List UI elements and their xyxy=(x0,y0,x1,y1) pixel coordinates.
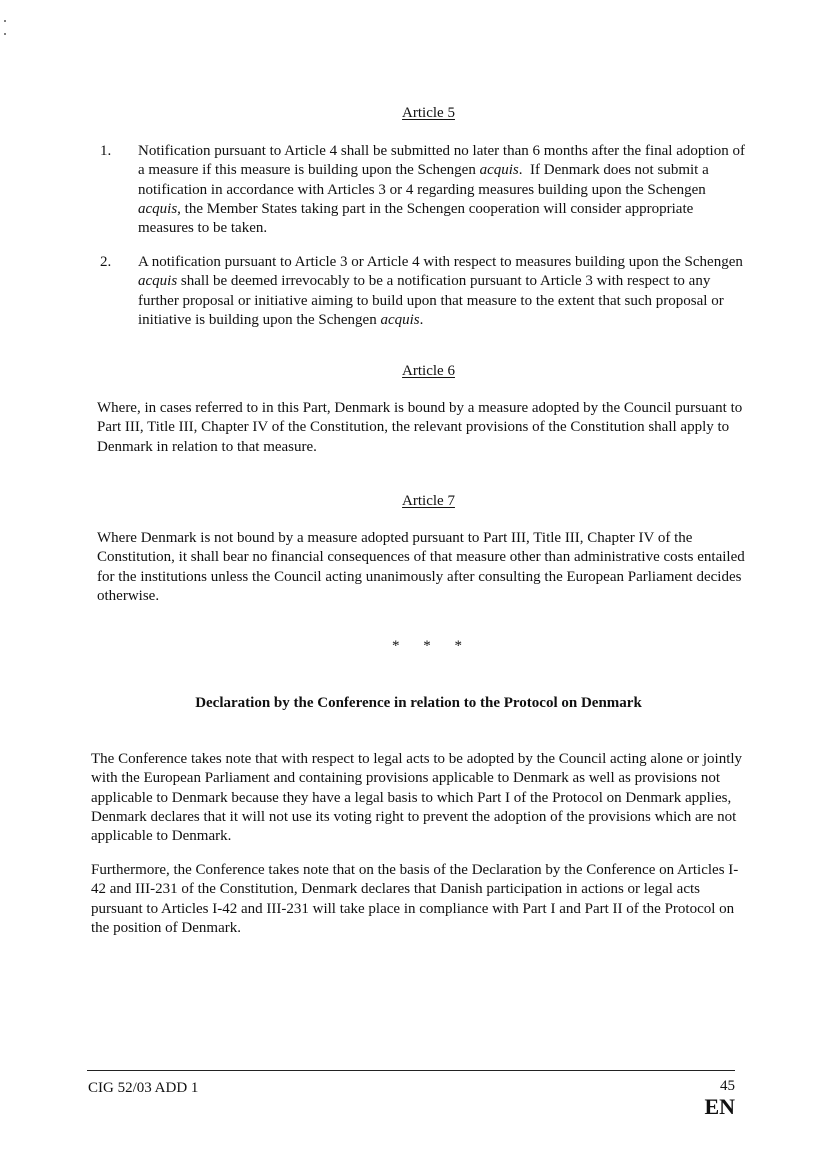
article-5-item-1 xyxy=(98,142,748,238)
declaration-paragraph-1: The Conference takes note that with respect to legal acts to be adopted by the Council acting alone or jointly with the European Parliament and containing provisions applicable to Denmark as well as provisions not applicable to Denmark because they have a legal basis to which Part I of the Protocol on Denmark applies, Denmark declares that it will not use its voting right to prevent the adoption of the provisions which are not applicable to Denmark. xyxy=(91,751,743,845)
article-7-text: Where Denmark is not bound by a measure adopted pursuant to Part III, Title III, Chapter IV of the Constitution, it shall bear no financial consequences of that measure other than administrative costs entailed for the institutions unless the Council acting unanimously after consulting the European Parliament decides otherwise. xyxy=(97,530,745,604)
declaration-heading: Declaration by the Conference in relation to the Protocol on Denmark xyxy=(195,695,642,711)
document-reference: CIG 52/03 ADD 1 xyxy=(88,1080,199,1096)
item-text: A notification pursuant to Article 3 or Article 4 with respect to measures building upon the Schengen acquis shall be deemed irrevocably to be a notification pursuant to Article 3 with respect to any further proposal or initiative aiming to build upon that measure to the extent that such proposal or initiative is building upon the Schengen acquis. xyxy=(138,254,743,328)
article-6-text: Where, in cases referred to in this Part, Denmark is bound by a measure adopted by the Council pursuant to Part III, Title III, Chapter IV of the Constitution, the relevant provisions of the Constitution shall apply to Denmark in relation to that measure. xyxy=(97,400,743,455)
item-number: 2. xyxy=(100,254,112,270)
separator-star: * xyxy=(454,638,465,654)
page-number: 45 xyxy=(720,1078,735,1094)
article-5-heading: Article 5 xyxy=(402,105,455,121)
item-text: Notification pursuant to Article 4 shall be submitted no later than 6 months after the final adoption of a measure if this measure is building upon the Schengen acquis. If Denmark does not submit a notification in accordance with Articles 3 or 4 regarding measures building upon the Schengen acquis, the Member States taking part in the Schengen cooperation will consider appropriate measures to be taken. xyxy=(138,143,745,237)
article-6-heading: Article 6 xyxy=(402,363,455,379)
footer-divider xyxy=(87,1070,735,1071)
article-7-heading: Article 7 xyxy=(402,493,455,509)
article-5-item-2 xyxy=(98,253,748,330)
separator-star: * xyxy=(392,638,403,654)
language-code: EN xyxy=(704,1094,735,1119)
declaration-paragraph-2: Furthermore, the Conference takes note that on the basis of the Declaration by the Conference on Articles I-42 and III-231 of the Constitution, Denmark declares that Danish participation in actions or legal acts pursuant to Articles I-42 and III-231 will take place in compliance with Part I and Part II of the Protocol on the position of Denmark. xyxy=(91,862,739,936)
scan-mark xyxy=(4,33,6,35)
separator-star: * xyxy=(423,638,434,654)
section-separator xyxy=(16,638,825,655)
scan-mark xyxy=(4,20,6,22)
item-number: 1. xyxy=(100,143,112,159)
